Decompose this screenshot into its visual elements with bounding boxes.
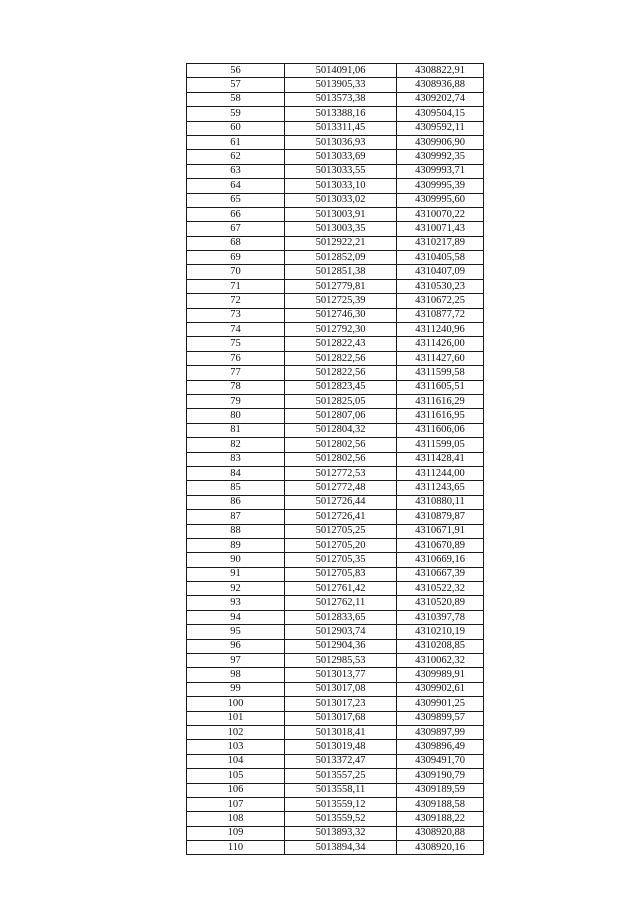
y-coordinate-cell: 4311426,00 <box>397 337 484 351</box>
point-number-cell: 79 <box>187 394 285 408</box>
point-number-cell: 75 <box>187 337 285 351</box>
table-row <box>187 452 484 466</box>
x-coordinate-cell: 5012922,21 <box>285 236 397 250</box>
table-row <box>187 841 484 855</box>
point-number-cell: 81 <box>187 423 285 437</box>
x-coordinate-cell: 5013905,33 <box>285 78 397 92</box>
point-number-cell: 94 <box>187 610 285 624</box>
point-number-cell: 80 <box>187 409 285 423</box>
x-coordinate-cell: 5013372,47 <box>285 754 397 768</box>
x-coordinate-cell: 5012822,56 <box>285 366 397 380</box>
y-coordinate-cell: 4309896,49 <box>397 740 484 754</box>
point-number-cell: 77 <box>187 366 285 380</box>
x-coordinate-cell: 5013036,93 <box>285 135 397 149</box>
y-coordinate-cell: 4309993,71 <box>397 164 484 178</box>
point-number-cell: 63 <box>187 164 285 178</box>
table-row <box>187 654 484 668</box>
y-coordinate-cell: 4310397,78 <box>397 610 484 624</box>
x-coordinate-cell: 5012705,35 <box>285 553 397 567</box>
y-coordinate-cell: 4309989,91 <box>397 668 484 682</box>
x-coordinate-cell: 5013017,23 <box>285 697 397 711</box>
x-coordinate-cell: 5012762,11 <box>285 596 397 610</box>
x-coordinate-cell: 5013019,48 <box>285 740 397 754</box>
point-number-cell: 103 <box>187 740 285 754</box>
table-row <box>187 366 484 380</box>
table-row <box>187 121 484 135</box>
table-row <box>187 380 484 394</box>
x-coordinate-cell: 5013388,16 <box>285 107 397 121</box>
point-number-cell: 56 <box>187 64 285 78</box>
table-row <box>187 251 484 265</box>
y-coordinate-cell: 4310071,43 <box>397 222 484 236</box>
x-coordinate-cell: 5013559,12 <box>285 797 397 811</box>
point-number-cell: 95 <box>187 625 285 639</box>
y-coordinate-cell: 4311427,60 <box>397 351 484 365</box>
x-coordinate-cell: 5012822,43 <box>285 337 397 351</box>
point-number-cell: 62 <box>187 150 285 164</box>
y-coordinate-cell: 4310672,25 <box>397 294 484 308</box>
point-number-cell: 99 <box>187 682 285 696</box>
y-coordinate-cell: 4311240,96 <box>397 323 484 337</box>
point-number-cell: 58 <box>187 92 285 106</box>
x-coordinate-cell: 5013893,32 <box>285 826 397 840</box>
point-number-cell: 89 <box>187 538 285 552</box>
table-row <box>187 826 484 840</box>
table-row <box>187 639 484 653</box>
point-number-cell: 97 <box>187 654 285 668</box>
y-coordinate-cell: 4311428,41 <box>397 452 484 466</box>
x-coordinate-cell: 5012822,56 <box>285 351 397 365</box>
table-row <box>187 495 484 509</box>
point-number-cell: 67 <box>187 222 285 236</box>
x-coordinate-cell: 5012725,39 <box>285 294 397 308</box>
table-row <box>187 725 484 739</box>
x-coordinate-cell: 5013033,69 <box>285 150 397 164</box>
x-coordinate-cell: 5013557,25 <box>285 769 397 783</box>
table-row <box>187 423 484 437</box>
table-row <box>187 150 484 164</box>
x-coordinate-cell: 5012852,09 <box>285 251 397 265</box>
table-row <box>187 193 484 207</box>
table-row <box>187 510 484 524</box>
x-coordinate-cell: 5012726,41 <box>285 510 397 524</box>
point-number-cell: 104 <box>187 754 285 768</box>
point-number-cell: 69 <box>187 251 285 265</box>
table-row <box>187 596 484 610</box>
y-coordinate-cell: 4311616,29 <box>397 394 484 408</box>
x-coordinate-cell: 5012761,42 <box>285 582 397 596</box>
y-coordinate-cell: 4309995,60 <box>397 193 484 207</box>
table-row <box>187 265 484 279</box>
table-row <box>187 294 484 308</box>
y-coordinate-cell: 4310208,85 <box>397 639 484 653</box>
y-coordinate-cell: 4310530,23 <box>397 279 484 293</box>
table-row <box>187 323 484 337</box>
table-row <box>187 567 484 581</box>
x-coordinate-cell: 5012705,20 <box>285 538 397 552</box>
table-row <box>187 625 484 639</box>
table-row <box>187 582 484 596</box>
x-coordinate-cell: 5013311,45 <box>285 121 397 135</box>
x-coordinate-cell: 5012705,83 <box>285 567 397 581</box>
y-coordinate-cell: 4309995,39 <box>397 179 484 193</box>
point-number-cell: 72 <box>187 294 285 308</box>
y-coordinate-cell: 4310880,11 <box>397 495 484 509</box>
y-coordinate-cell: 4311599,05 <box>397 438 484 452</box>
table-row <box>187 812 484 826</box>
y-coordinate-cell: 4311606,06 <box>397 423 484 437</box>
x-coordinate-cell: 5012726,44 <box>285 495 397 509</box>
table-row <box>187 337 484 351</box>
point-number-cell: 76 <box>187 351 285 365</box>
x-coordinate-cell: 5013559,52 <box>285 812 397 826</box>
x-coordinate-cell: 5013013,77 <box>285 668 397 682</box>
y-coordinate-cell: 4310070,22 <box>397 207 484 221</box>
point-number-cell: 65 <box>187 193 285 207</box>
y-coordinate-cell: 4309592,11 <box>397 121 484 135</box>
coordinates-table-body <box>187 64 484 855</box>
y-coordinate-cell: 4309202,74 <box>397 92 484 106</box>
table-row <box>187 308 484 322</box>
point-number-cell: 61 <box>187 135 285 149</box>
y-coordinate-cell: 4310671,91 <box>397 524 484 538</box>
table-row <box>187 754 484 768</box>
x-coordinate-cell: 5012746,30 <box>285 308 397 322</box>
table-row <box>187 682 484 696</box>
point-number-cell: 106 <box>187 783 285 797</box>
y-coordinate-cell: 4308920,16 <box>397 841 484 855</box>
x-coordinate-cell: 5013033,10 <box>285 179 397 193</box>
point-number-cell: 110 <box>187 841 285 855</box>
point-number-cell: 60 <box>187 121 285 135</box>
table-row <box>187 164 484 178</box>
point-number-cell: 91 <box>187 567 285 581</box>
y-coordinate-cell: 4309504,15 <box>397 107 484 121</box>
x-coordinate-cell: 5012772,53 <box>285 466 397 480</box>
y-coordinate-cell: 4310670,89 <box>397 538 484 552</box>
y-coordinate-cell: 4310407,09 <box>397 265 484 279</box>
y-coordinate-cell: 4309899,57 <box>397 711 484 725</box>
x-coordinate-cell: 5013033,02 <box>285 193 397 207</box>
table-row <box>187 668 484 682</box>
y-coordinate-cell: 4310217,89 <box>397 236 484 250</box>
x-coordinate-cell: 5013573,38 <box>285 92 397 106</box>
table-row <box>187 179 484 193</box>
y-coordinate-cell: 4310520,89 <box>397 596 484 610</box>
y-coordinate-cell: 4311244,00 <box>397 466 484 480</box>
point-number-cell: 83 <box>187 452 285 466</box>
point-number-cell: 96 <box>187 639 285 653</box>
table-row <box>187 783 484 797</box>
x-coordinate-cell: 5013017,08 <box>285 682 397 696</box>
y-coordinate-cell: 4310667,39 <box>397 567 484 581</box>
x-coordinate-cell: 5012833,65 <box>285 610 397 624</box>
table-row <box>187 351 484 365</box>
y-coordinate-cell: 4310062,32 <box>397 654 484 668</box>
point-number-cell: 64 <box>187 179 285 193</box>
y-coordinate-cell: 4308936,88 <box>397 78 484 92</box>
point-number-cell: 66 <box>187 207 285 221</box>
table-row <box>187 107 484 121</box>
table-row <box>187 553 484 567</box>
x-coordinate-cell: 5013003,91 <box>285 207 397 221</box>
x-coordinate-cell: 5012804,32 <box>285 423 397 437</box>
point-number-cell: 105 <box>187 769 285 783</box>
x-coordinate-cell: 5012705,25 <box>285 524 397 538</box>
point-number-cell: 98 <box>187 668 285 682</box>
point-number-cell: 86 <box>187 495 285 509</box>
y-coordinate-cell: 4308822,91 <box>397 64 484 78</box>
coordinates-table <box>186 63 484 855</box>
y-coordinate-cell: 4309906,90 <box>397 135 484 149</box>
table-row <box>187 524 484 538</box>
y-coordinate-cell: 4309188,58 <box>397 797 484 811</box>
x-coordinate-cell: 5012802,56 <box>285 438 397 452</box>
point-number-cell: 107 <box>187 797 285 811</box>
table-row <box>187 797 484 811</box>
point-number-cell: 59 <box>187 107 285 121</box>
table-row <box>187 279 484 293</box>
table-row <box>187 394 484 408</box>
point-number-cell: 100 <box>187 697 285 711</box>
x-coordinate-cell: 5012985,53 <box>285 654 397 668</box>
x-coordinate-cell: 5012792,30 <box>285 323 397 337</box>
y-coordinate-cell: 4310877,72 <box>397 308 484 322</box>
y-coordinate-cell: 4309901,25 <box>397 697 484 711</box>
table-row <box>187 135 484 149</box>
table-row <box>187 466 484 480</box>
point-number-cell: 92 <box>187 582 285 596</box>
y-coordinate-cell: 4310210,19 <box>397 625 484 639</box>
x-coordinate-cell: 5012904,36 <box>285 639 397 653</box>
y-coordinate-cell: 4311605,51 <box>397 380 484 394</box>
table-row <box>187 610 484 624</box>
table-row <box>187 64 484 78</box>
point-number-cell: 87 <box>187 510 285 524</box>
x-coordinate-cell: 5012825,05 <box>285 394 397 408</box>
table-row <box>187 207 484 221</box>
point-number-cell: 101 <box>187 711 285 725</box>
y-coordinate-cell: 4309897,99 <box>397 725 484 739</box>
y-coordinate-cell: 4310669,16 <box>397 553 484 567</box>
point-number-cell: 88 <box>187 524 285 538</box>
y-coordinate-cell: 4309902,61 <box>397 682 484 696</box>
table-row <box>187 481 484 495</box>
point-number-cell: 70 <box>187 265 285 279</box>
y-coordinate-cell: 4309188,22 <box>397 812 484 826</box>
table-row <box>187 740 484 754</box>
x-coordinate-cell: 5012772,48 <box>285 481 397 495</box>
point-number-cell: 84 <box>187 466 285 480</box>
x-coordinate-cell: 5013033,55 <box>285 164 397 178</box>
x-coordinate-cell: 5012823,45 <box>285 380 397 394</box>
x-coordinate-cell: 5012807,06 <box>285 409 397 423</box>
y-coordinate-cell: 4308920,88 <box>397 826 484 840</box>
x-coordinate-cell: 5012903,74 <box>285 625 397 639</box>
x-coordinate-cell: 5013018,41 <box>285 725 397 739</box>
point-number-cell: 74 <box>187 323 285 337</box>
point-number-cell: 82 <box>187 438 285 452</box>
table-row <box>187 92 484 106</box>
x-coordinate-cell: 5012802,56 <box>285 452 397 466</box>
point-number-cell: 102 <box>187 725 285 739</box>
x-coordinate-cell: 5012779,81 <box>285 279 397 293</box>
x-coordinate-cell: 5013003,35 <box>285 222 397 236</box>
y-coordinate-cell: 4310522,32 <box>397 582 484 596</box>
table-row <box>187 438 484 452</box>
table-row <box>187 222 484 236</box>
point-number-cell: 108 <box>187 812 285 826</box>
table-row <box>187 538 484 552</box>
point-number-cell: 85 <box>187 481 285 495</box>
y-coordinate-cell: 4309190,79 <box>397 769 484 783</box>
point-number-cell: 109 <box>187 826 285 840</box>
point-number-cell: 71 <box>187 279 285 293</box>
x-coordinate-cell: 5014091,06 <box>285 64 397 78</box>
y-coordinate-cell: 4309189,59 <box>397 783 484 797</box>
y-coordinate-cell: 4310405,58 <box>397 251 484 265</box>
table-row <box>187 697 484 711</box>
y-coordinate-cell: 4309491,70 <box>397 754 484 768</box>
y-coordinate-cell: 4309992,35 <box>397 150 484 164</box>
table-row <box>187 409 484 423</box>
y-coordinate-cell: 4311599,58 <box>397 366 484 380</box>
y-coordinate-cell: 4311616,95 <box>397 409 484 423</box>
x-coordinate-cell: 5013894,34 <box>285 841 397 855</box>
table-row <box>187 711 484 725</box>
point-number-cell: 93 <box>187 596 285 610</box>
point-number-cell: 68 <box>187 236 285 250</box>
x-coordinate-cell: 5012851,38 <box>285 265 397 279</box>
point-number-cell: 90 <box>187 553 285 567</box>
x-coordinate-cell: 5013017,68 <box>285 711 397 725</box>
point-number-cell: 73 <box>187 308 285 322</box>
y-coordinate-cell: 4311243,65 <box>397 481 484 495</box>
y-coordinate-cell: 4310879,87 <box>397 510 484 524</box>
x-coordinate-cell: 5013558,11 <box>285 783 397 797</box>
table-row <box>187 236 484 250</box>
table-row <box>187 769 484 783</box>
point-number-cell: 78 <box>187 380 285 394</box>
point-number-cell: 57 <box>187 78 285 92</box>
table-row <box>187 78 484 92</box>
